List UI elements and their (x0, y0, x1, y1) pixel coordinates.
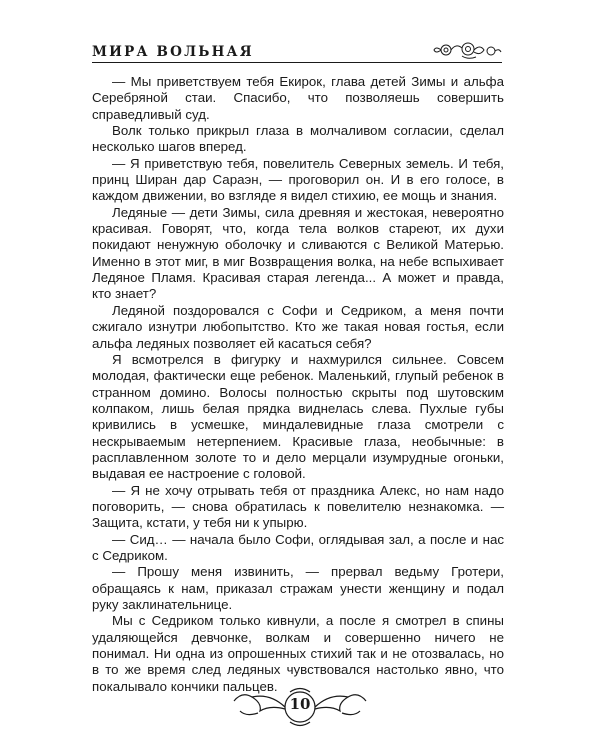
body-text (92, 74, 504, 695)
page-number: 10 (289, 695, 311, 713)
paragraph: Ледяной поздоровался с Софи и Седриком, а меня почти сжигало изнутри любопытство. Кто же такая новая гостья, если альфа ледяных позволяет ей касаться себя? (92, 302, 504, 351)
paragraph: Ледяные — дети Зимы, сила древняя и жестокая, невероятно красивая. Говорят, что, когда тела волков стареют, их духи покидают ненужную оболочку и сливаются с Великой Матерью. Именно в этот миг, в миг Возвращения волка, на небе вспыхивает Ледяное Пламя. Красивая старая легенда... А может и правда, кто знает? (92, 204, 504, 302)
paragraph: Я всмотрелся в фигурку и нахмурился сильнее. Совсем молодая, фактически еще ребенок. Маленький, глупый ребенок в странном домино. Волосы полностью скрыты под шутовским колпаком, лишь белая прядка виднелась слева. Пухлые губы кривились в усмешке, миндалевидные глаза смотрели с нескрываемым нетерпением. Красивые глаза, необычные: в расплавленном золоте то и дело мерцали изумрудные огоньки, выдавая ее настроение с головой. (92, 351, 504, 482)
paragraph: — Я приветствую тебя, повелитель Северных земель. И тебя, принц Ширан дар Сараэн, — проговорил он. И в его голосе, в каждом движении, во взгляде я видел стихию, ее мощь и знания. (92, 155, 504, 204)
paragraph: Волк только прикрыл глаза в молчаливом согласии, сделал несколько шагов вперед. (92, 123, 504, 155)
paragraph: — Сид… — начала было Софи, оглядывая зал, а после и нас с Седриком. (92, 531, 504, 563)
floral-ornament-icon (432, 40, 502, 62)
paragraph: — Прошу меня извинить, — прервал ведьму Гротери, обращаясь к нам, приказал стражам унести женщину и подал руку заклинательнице. (92, 564, 504, 612)
running-header (92, 40, 502, 68)
paragraph: — Я не хочу отрывать тебя от праздника Алекс, но нам надо поговорить, — снова обратилась к повелителю незнакомка. — Защита, кстати, у тебя ни к упырю. (92, 482, 504, 531)
header-rule (92, 62, 502, 63)
author-name: МИРА ВОЛЬНАЯ (92, 44, 254, 60)
paragraph: — Мы приветствуем тебя Екирок, глава детей Зимы и альфа Серебряной стаи. Спасибо, что позволяешь совершить справедливый суд. (92, 74, 504, 122)
paragraph: Мы с Седриком только кивнули, а после я смотрел в спины удаляющейся девчонке, волкам и совершенно ничего не понимал. Ни одна из опрошенных стихий так и не отозвалась, но в то же время след ледяных чувствовался настолько явно, что покалывало кончики пальцев. (92, 613, 504, 694)
page-footer (230, 683, 370, 731)
